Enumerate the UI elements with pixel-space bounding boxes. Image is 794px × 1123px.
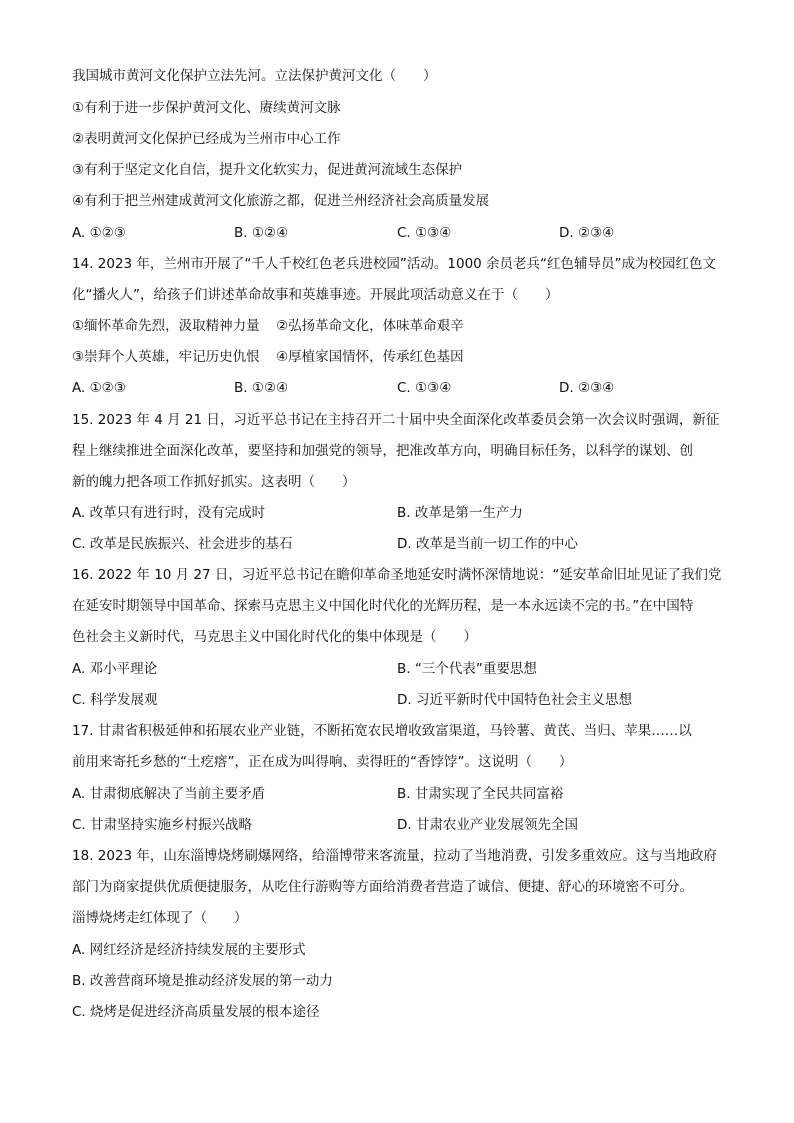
q13-option-b: B. ①②④ xyxy=(234,225,289,241)
q14-stem-line-2: 化“播火人”，给孩子们讲述革命故事和英雄事迹。开展此项活动意义在于（ ） xyxy=(72,287,559,303)
q18-stem-line-2: 部门为商家提供优质便捷服务，从吃住行游购等方面给消费者营造了诚信、便捷、舒心的环境密不可分。 xyxy=(72,879,693,895)
q14-option-b: B. ①②④ xyxy=(234,380,289,396)
q18-option-a: A. 网红经济是经济持续发展的主要形式 xyxy=(72,942,306,958)
q14-item-1: ①缅怀革命先烈，汲取精神力量 xyxy=(72,318,260,334)
q15-option-c: C. 改革是民族振兴、社会进步的基石 xyxy=(72,536,293,552)
q14-item-4: ④厚植家国情怀，传承红色基因 xyxy=(276,349,464,365)
q17-option-a: A. 甘肃彻底解决了当前主要矛盾 xyxy=(72,786,266,802)
q15-stem-line-2: 程上继续推进全面深化改革，要坚持和加强党的领导，把准改革方向，明确目标任务，以科学的谋划、创 xyxy=(72,443,693,459)
q13-item-1: ①有利于进一步保护黄河文化、赓续黄河文脉 xyxy=(72,100,341,116)
q13-item-4: ④有利于把兰州建成黄河文化旅游之都，促进兰州经济社会高质量发展 xyxy=(72,193,490,209)
q16-option-c: C. 科学发展观 xyxy=(72,692,158,708)
q16-option-a: A. 邓小平理论 xyxy=(72,661,158,677)
q13-option-c: C. ①③④ xyxy=(397,225,452,241)
q17-stem-line-2: 前用来寄托乡愁的“土疙瘩”，正在成为叫得响、卖得旺的“香饽饽”。这说明（ ） xyxy=(72,754,573,770)
q14-item-3: ③崇拜个人英雄，牢记历史仇恨 xyxy=(72,349,260,365)
q14-stem-line-1: 14. 2023 年，兰州市开展了“千人千校红色老兵进校园”活动。1000 余员老兵“红色辅导员”成为校园红色文 xyxy=(72,256,717,272)
q17-option-c: C. 甘肃坚持实施乡村振兴战略 xyxy=(72,817,253,833)
q17-option-d: D. 甘肃农业产业发展领先全国 xyxy=(397,817,578,833)
q14-option-c: C. ①③④ xyxy=(397,380,452,396)
q15-stem-line-3: 新的魄力把各项工作抓好抓实。这表明（ ） xyxy=(72,474,356,490)
q18-stem-line-3: 淄博烧烤走红体现了（ ） xyxy=(72,910,248,926)
q14-option-a: A. ①②③ xyxy=(72,380,126,396)
q16-stem-line-1: 16. 2022 年 10 月 27 日，习近平总书记在瞻仰革命圣地延安时满怀深情地说：“延安革命旧址见证了我们党 xyxy=(72,567,722,583)
q15-option-b: B. 改革是第一生产力 xyxy=(397,505,523,521)
q18-stem-line-1: 18. 2023 年，山东淄博烧烤刷爆网络，给淄博带来客流量，拉动了当地消费，引发多重效应。这与当地政府 xyxy=(72,848,717,864)
q15-option-a: A. 改革只有进行时，没有完成时 xyxy=(72,505,266,521)
q18-option-b: B. 改善营商环境是推动经济发展的第一动力 xyxy=(72,973,333,989)
q16-stem-line-2: 在延安时期领导中国革命、探索马克思主义中国化时代化的光辉历程，是一本永远读不完的书。”在中国特 xyxy=(72,598,694,614)
q13-option-a: A. ①②③ xyxy=(72,225,126,241)
q13-stem: 我国城市黄河文化保护立法先河。立法保护黄河文化（ ） xyxy=(72,68,437,84)
q13-item-3: ③有利于坚定文化自信，提升文化软实力，促进黄河流域生态保护 xyxy=(72,162,463,178)
q15-stem-line-1: 15. 2023 年 4 月 21 日，习近平总书记在主持召开二十届中央全面深化改革委员会第一次会议时强调，新征 xyxy=(72,412,720,428)
q15-option-d: D. 改革是当前一切工作的中心 xyxy=(397,536,578,552)
q16-option-b: B. “三个代表”重要思想 xyxy=(397,661,537,677)
q13-item-2: ②表明黄河文化保护已经成为兰州市中心工作 xyxy=(72,131,341,147)
q16-stem-line-3: 色社会主义新时代，马克思主义中国化时代化的集中体现是（ ） xyxy=(72,629,477,645)
q16-option-d: D. 习近平新时代中国特色社会主义思想 xyxy=(397,692,632,708)
q17-stem-line-1: 17. 甘肃省积极延伸和拓展农业产业链，不断拓宽农民增收致富渠道，马铃薯、黄芪、当归、苹果……以 xyxy=(72,723,692,739)
q17-option-b: B. 甘肃实现了全民共同富裕 xyxy=(397,786,564,802)
q14-option-d: D. ②③④ xyxy=(559,380,615,396)
q14-item-2: ②弘扬革命文化，体味革命艰辛 xyxy=(276,318,464,334)
q18-option-c: C. 烧烤是促进经济高质量发展的根本途径 xyxy=(72,1004,320,1020)
q13-option-d: D. ②③④ xyxy=(559,225,615,241)
